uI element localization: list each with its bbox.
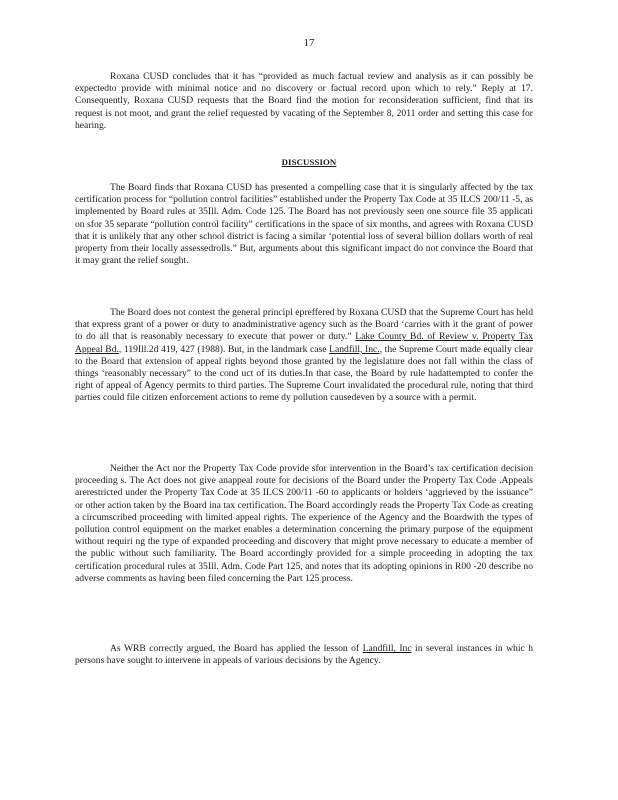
paragraph-5-part-b: in several instances in whic h persons have sought to intervene in appeals of various decisions by the Agency.: [75, 643, 534, 667]
paragraph-5-text: [75, 643, 533, 667]
discussion-heading: DISCUSSION: [281, 157, 337, 167]
paragraph-4: [75, 463, 533, 585]
paragraph-5: [75, 643, 533, 667]
section-heading: [0, 157, 618, 167]
paragraph-1: [75, 71, 533, 132]
paragraph-3-part-b: , 119Ill.2d 419, 427 (1988). But, in the landmark case: [118, 343, 330, 355]
paragraph-2-text: The Board finds that Roxana CUSD has presented a compelling case that it is singularly affected by the tax certification process for “pollution control facilities” established under the Property Tax Code at 35 ILCS 200/11 -5, as implemented by Board rules at 35Ill. Adm. Code 125. The Board has not previously seen one source file 35 applicati on sfor 35 separate “pollution control facility” certifications in the space of six months, and agrees with Roxana CUSD that it is unlikely that any other school district is facing a similar ‘potential loss of several billion dollars worth of real property from their locally assessedrolls.” But, arguments about this significant impact do not convince the Board that it may grant the relief sought.: [75, 182, 533, 267]
paragraph-3-text: [75, 307, 533, 405]
paragraph-4-text: Neither the Act nor the Property Tax Code provide sfor intervention in the Board’s tax certification decision proceeding s. The Act does not give anappeal route for decisions of the Board under the Property Tax Code .Appeals arerestricted under the Property Tax Code at 35 ILCS 200/11 -60 to applicants or holders ‘aggrieved by the issuance” or other action taken by the Board ina tax certification. The Board accordingly reads the Property Tax Code as creating a circumscribed proceeding with limited appeal rights. The experience of the Agency and the Boardwith the types of pollution control equipment on the market enables a determination concerning the primary purpose of the equipment without requiri ng the type of expanded proceeding and discovery that might prove necessary to educate a member of the public without such familiarity. The Board accordingly provided for a simple proceeding in adopting the tax certification procedural rules at 35Ill. Adm. Code Part 125, and notes that its adopting opinions in R00 -20 describe no adverse comments as having been filed concerning the Part 125 process.: [75, 463, 533, 584]
paragraph-3-part-c: , the Supreme Court made equally clear to the Board that extension of appeal rights beyond those granted by the legislature does not fall within the class of things ‘reasonably necessary” to the cond uct of its duties.In that case, the Board by rule hadattempted to confer the right of appeal of Agency permits to third parties. The Supreme Court invalidated the procedural rule, noting that third parties could file citizen enforcement actions to reme dy pollution causedeven by a source with a permit.: [75, 343, 533, 404]
paragraph-5-part-a: As WRB correctly argued, the Board has applied the lesson of: [110, 643, 363, 654]
paragraph-1-text: Roxana CUSD concludes that it has “provided as much factual review and analysis as it can possibly be expectedto provide with minimal notice and no discovery or factual record upon which to rely.” Reply at 17. Consequently, Roxana CUSD requests that the Board find the motion for reconsideration sufficient, find that its request is not moot, and grant the relief requested by vacating of the September 8, 2011 order and setting this case for hearing.: [75, 71, 533, 131]
case-citation-landfill-2: Landfill, Inc: [362, 643, 412, 654]
case-citation-landfill: Landfill, Inc.: [329, 343, 380, 355]
page-number: 17: [303, 37, 315, 49]
paragraph-3-part-a: The Board does not contest the general principl epreffered by Roxana CUSD that the Supreme Court has held that express grant of a power or duty to anadministrative agency such as the Board ‘carries with it the grant of power to do all that is reasonably necessary to execute that power or duty.”: [75, 307, 533, 343]
paragraph-3: [75, 307, 533, 405]
paragraph-2: [75, 182, 533, 267]
case-citation-lake-county: Lake County Bd. of Review v. Property Tax Appeal Bd.: [75, 331, 533, 355]
